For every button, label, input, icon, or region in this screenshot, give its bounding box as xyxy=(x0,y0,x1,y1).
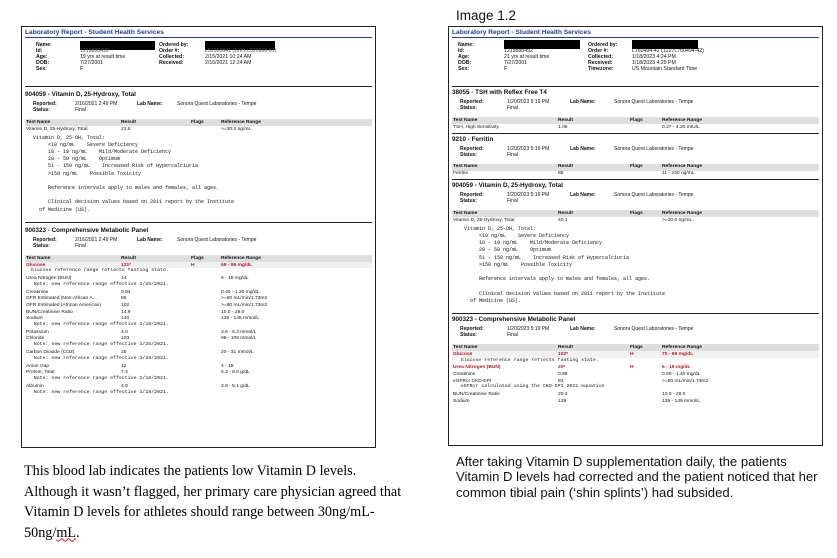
collected-label: Collected: xyxy=(588,54,614,60)
reference-range: >=60 mL/min/1.73m2 xyxy=(662,378,709,384)
col-reference-range: Reference Range xyxy=(662,117,702,123)
lab-report-2021 xyxy=(21,26,376,448)
row-note: Note: new reference range effective 1/25/2021. xyxy=(25,342,169,348)
reference-range: >=20.0 ng/mL xyxy=(221,126,252,132)
col-flags: Flags xyxy=(191,119,204,125)
table-row xyxy=(452,378,819,385)
table-row xyxy=(25,349,372,356)
reference-range: >=60 mL/min/1.73m2 xyxy=(221,296,268,302)
collected-label: Collected: xyxy=(159,54,185,60)
reported-value: 1/20/2023 5:19 PM xyxy=(507,192,550,199)
report-title: Laboratory Report - Student Health Services xyxy=(452,29,819,38)
table-row xyxy=(452,398,819,405)
table-header xyxy=(25,255,372,262)
id-label: Id: xyxy=(458,48,465,54)
result: 83 xyxy=(558,378,564,384)
col-reference-range: Reference Range xyxy=(662,210,702,216)
dob-label: DOB: xyxy=(36,60,50,66)
table-row xyxy=(25,302,372,309)
image-heading: Image 1.2 xyxy=(456,8,517,23)
status-value: Final xyxy=(507,105,518,111)
section-title: 900323 - Comprehensive Metabolic Panel xyxy=(452,316,576,324)
lab-name-label: Lab Name: xyxy=(570,99,596,105)
test-name: Sodium xyxy=(453,398,470,404)
result: 86 xyxy=(121,296,127,302)
reference-range: 6 - 19 mg/dL xyxy=(221,276,249,282)
result: 102 xyxy=(121,303,130,308)
order-label: Order #: xyxy=(588,48,609,54)
flag: H xyxy=(630,365,634,371)
reference-range: 3.6 - 5.3 mmol/L xyxy=(221,329,257,335)
result: 4.8 xyxy=(121,383,128,389)
lab-name-value: Sonora Quest Laboratories - Tempe xyxy=(614,145,694,152)
id-value: 1219888492 xyxy=(504,48,533,54)
table-row xyxy=(25,315,372,322)
table-row xyxy=(25,369,372,376)
patient-info xyxy=(452,40,819,84)
dob-value: 7/27/2001 xyxy=(504,60,528,66)
received-value: 2/16/2021 12:24 AM xyxy=(205,60,252,66)
row-note: Note: new reference range effective 1/18/2021. xyxy=(25,375,169,381)
divider xyxy=(25,86,372,87)
col-test-name: Test Name xyxy=(453,210,478,216)
test-name: GFR Estimated (Non-African A... xyxy=(26,296,97,302)
lab-name-value: Sonora Quest Laboratories - Tempe xyxy=(614,192,694,199)
lab-name-label: Lab Name: xyxy=(570,192,596,199)
reported-label: Reported: xyxy=(460,99,484,105)
status-value: Final xyxy=(507,151,518,158)
name-label: Name: xyxy=(458,42,474,48)
row-note: Note: new reference range effective 1/25/2021. xyxy=(25,282,169,288)
collected-value: 2/15/2021 10:24 AM xyxy=(205,54,252,60)
test-name: BUN/Creatinine Ratio xyxy=(26,309,73,315)
reported-value: 2/16/2021 2:49 PM xyxy=(75,236,118,243)
reference-range: >=60 mL/min/1.73m2 xyxy=(221,303,268,308)
table-row xyxy=(452,217,819,224)
reference-range: 3.8 - 5.1 g/dL xyxy=(221,383,250,389)
result: 40.1 xyxy=(558,217,568,223)
col-reference-range: Reference Range xyxy=(221,255,261,261)
ferritin-section xyxy=(452,136,819,178)
table-row xyxy=(25,275,372,282)
cmp-table-body xyxy=(452,351,819,405)
status-value: Final xyxy=(75,107,86,113)
age-value: 19 yrs at result time xyxy=(80,54,126,60)
table-header xyxy=(452,164,819,171)
age-label: Age: xyxy=(458,54,470,60)
test-name: eGFRcr CKD-EPI xyxy=(453,378,492,384)
test-name: Anion Gap xyxy=(26,363,50,369)
reported-label: Reported: xyxy=(33,236,57,243)
result: 12 xyxy=(121,363,127,369)
id-label: Id: xyxy=(36,48,43,54)
cmp-section xyxy=(452,316,819,405)
flag: H xyxy=(191,262,195,268)
timezone-label: Timezone: xyxy=(588,66,614,72)
order-label: Order #: xyxy=(159,48,180,54)
received-label: Received: xyxy=(159,60,184,66)
test-name: Creatinine xyxy=(453,372,476,377)
patient-info xyxy=(25,40,372,84)
age-label: Age: xyxy=(36,54,48,60)
test-name: Albumin xyxy=(26,383,44,389)
divider xyxy=(452,313,819,314)
row-note: Note: new reference range effective 1/19/2021. xyxy=(25,321,169,327)
result: 7.4 xyxy=(121,370,128,376)
lab-name-label: Lab Name: xyxy=(570,326,596,333)
reported-label: Reported: xyxy=(460,192,484,199)
reference-range: 65 - 99 mg/dL xyxy=(221,262,253,268)
dob-value: 7/27/2001 xyxy=(80,60,104,66)
table-header xyxy=(452,210,819,217)
status-label: Status: xyxy=(33,107,50,113)
reference-range: 6 - 19 mg/dL xyxy=(662,365,691,371)
col-result: Result xyxy=(121,255,136,261)
order-value: L52068841 (1221,L520668-61) xyxy=(205,48,277,54)
col-result: Result xyxy=(558,117,573,123)
row-note: Note: new reference range effective 1/26/2021. xyxy=(25,355,169,361)
left-caption xyxy=(24,461,404,543)
reference-range: 6.3 - 8.0 g/dL xyxy=(221,370,250,376)
right-caption: After taking Vitamin D supplementation daily, the patients Vitamin D levels had corrected and the patient noticed that her common tibial pain (‘shin splints’) had subsided. xyxy=(456,454,818,500)
status-label: Status: xyxy=(33,242,50,249)
result: 25 xyxy=(121,349,127,355)
collected-value: 1/18/2023 4:24 PM xyxy=(632,54,676,60)
table-row xyxy=(25,363,372,370)
table-row xyxy=(452,365,819,372)
col-flags: Flags xyxy=(630,117,643,123)
result: 103 xyxy=(121,336,130,342)
section-meta xyxy=(25,101,372,116)
reference-range: 135 - 145 mmol/L xyxy=(221,316,260,322)
result: 102* xyxy=(558,351,569,357)
reference-range: 11 - 230 ng/mL xyxy=(662,171,695,177)
timezone-value: US Mountain Standard Time xyxy=(632,66,698,72)
result: 0.94 xyxy=(121,289,131,295)
result: 139 xyxy=(558,398,567,404)
reported-value: 2/16/2021 2:49 PM xyxy=(75,101,118,107)
test-name: Glucose xyxy=(453,351,473,357)
result: 88 xyxy=(558,171,564,177)
col-reference-range: Reference Range xyxy=(662,164,702,170)
test-name: Protein, Total xyxy=(26,370,55,376)
section-title: 900323 - Comprehensive Metabolic Panel xyxy=(25,226,149,234)
table-row xyxy=(25,126,372,133)
col-result: Result xyxy=(558,164,573,170)
test-name: Carbon Dioxide (CO2) xyxy=(26,349,75,355)
cmp-table-body xyxy=(25,262,372,397)
section-meta xyxy=(452,146,819,161)
reported-label: Reported: xyxy=(33,101,57,107)
table-row xyxy=(25,296,372,303)
test-name: Glucose xyxy=(26,262,46,268)
reference-range: 0.27 - 4.20 mIU/L xyxy=(662,124,700,130)
ordered-by-label: Ordered by: xyxy=(588,42,618,48)
name-label: Name: xyxy=(36,42,52,48)
col-test-name: Test Name xyxy=(26,119,51,125)
divider xyxy=(25,222,372,223)
col-test-name: Test Name xyxy=(453,117,478,123)
section-title: 904059 - Vitamin D, 25-Hydroxy, Total xyxy=(25,91,136,98)
col-flags: Flags xyxy=(630,210,643,216)
col-flags: Flags xyxy=(630,344,643,350)
result: 20.2 xyxy=(558,392,568,398)
lab-name-value: Sonora Quest Laboratories - Tempe xyxy=(177,101,257,107)
sex-value: F xyxy=(80,66,84,72)
test-name: TSH, High Sensitivity xyxy=(453,124,499,130)
lab-name-label: Lab Name: xyxy=(137,236,163,243)
age-value: 21 yrs at result time xyxy=(504,54,550,60)
col-test-name: Test Name xyxy=(26,255,51,261)
sex-label: Sex: xyxy=(36,66,47,72)
reference-range: 20 - 31 mmol/L xyxy=(221,349,254,355)
test-name: Urea Nitrogen (BUN) xyxy=(453,365,501,371)
dob-label: DOB: xyxy=(458,60,472,66)
result: 1.06 xyxy=(558,124,568,130)
reported-label: Reported: xyxy=(460,326,484,333)
vitamin-d-section xyxy=(452,182,819,305)
divider xyxy=(452,179,819,180)
reported-value: 1/20/2023 5:19 PM xyxy=(507,145,550,152)
caption-end: . xyxy=(76,524,80,541)
test-name: Chloride xyxy=(26,336,45,342)
lab-name-label: Lab Name: xyxy=(570,145,596,152)
row-note: eGFRcr calculated using the CKD-EPI 2021 equation xyxy=(452,384,605,390)
status-value: Final xyxy=(507,198,518,205)
vitamin-d-comment: Vitamin D, 25-OH, Total: <10 ng/mL Severe Deficiency 10 - 19 ng/mL Mild/Moderate Deficiency 20 - 50 ng/mL Optimum 51 - 150 ng/mL Increased Risk of Hypercalciuria >150 ng/mL Possible Toxicity Reference intervals apply to males and females, all ages. Clinical decision values based on 2011 report by the Institute of Medicine (US). xyxy=(33,134,235,213)
table-header xyxy=(452,117,819,124)
received-label: Received: xyxy=(588,60,613,66)
col-test-name: Test Name xyxy=(453,344,478,350)
col-result: Result xyxy=(121,119,136,125)
section-meta xyxy=(25,237,372,252)
table-row xyxy=(25,309,372,316)
test-name: BUN/Creatinine Ratio xyxy=(453,392,500,398)
result: 140 xyxy=(121,316,130,322)
received-value: 1/18/2023 4:29 PM xyxy=(632,60,676,66)
reference-range: 70 - 99 mg/dL xyxy=(662,351,694,357)
status-label: Status: xyxy=(460,105,477,111)
cmp-section xyxy=(25,227,372,397)
table-row xyxy=(25,329,372,336)
reference-range: >=20.0 ng/mL xyxy=(662,217,693,223)
status-label: Status: xyxy=(460,151,477,158)
section-meta xyxy=(452,99,819,114)
reported-value: 1/20/2023 5:19 PM xyxy=(507,99,550,105)
reference-range: 10.0 - 28.0 xyxy=(662,392,686,398)
result: 14 xyxy=(121,276,127,282)
table-row xyxy=(25,262,372,269)
table-header xyxy=(25,119,372,126)
table-row xyxy=(452,124,819,131)
col-result: Result xyxy=(558,344,573,350)
table-row xyxy=(452,171,819,178)
reference-range: 135 - 145 mmol/L xyxy=(662,398,701,404)
result: 21.5 xyxy=(121,126,131,132)
vitamin-d-section xyxy=(25,91,372,214)
reference-range: 4 - 18 xyxy=(221,363,234,369)
col-test-name: Test Name xyxy=(453,164,478,170)
table-row xyxy=(25,383,372,390)
test-name: Creatinine xyxy=(26,289,49,295)
id-value: 1219888492 xyxy=(80,48,109,54)
lab-report-2023 xyxy=(448,26,823,446)
reference-range: 10.0 - 28.0 xyxy=(221,309,245,315)
reported-label: Reported: xyxy=(460,145,484,152)
lab-name-value: Sonora Quest Laboratories - Tempe xyxy=(177,236,257,243)
vitamin-d-comment: Vitamin D, 25-OH, Total: <10 ng/mL Severe Deficiency 10 - 19 ng/mL Mild/Moderate Deficiency 20 - 50 ng/mL Optimum 51 - 150 ng/mL Increased Risk of Hypercalciuria >150 ng/mL Possible Toxicity Reference intervals apply to males and females, all ages. Clinical decision values based on 2011 report by the Institute of Medicine (US). xyxy=(464,225,666,304)
table-row xyxy=(452,351,819,358)
col-flags: Flags xyxy=(191,255,204,261)
section-meta xyxy=(452,192,819,207)
result: 14.9 xyxy=(121,309,131,315)
section-meta xyxy=(452,326,819,341)
col-flags: Flags xyxy=(630,164,643,170)
test-name: Sodium xyxy=(26,316,43,322)
flag: H xyxy=(630,351,634,357)
reference-range: 0.40 - 1.20 mg/dL xyxy=(221,289,260,295)
col-result: Result xyxy=(558,210,573,216)
test-name: GFR Estimated (African American) xyxy=(26,303,102,308)
sex-label: Sex: xyxy=(458,66,469,72)
divider xyxy=(452,86,819,87)
col-reference-range: Reference Range xyxy=(221,119,261,125)
status-value: Final xyxy=(507,332,518,339)
col-reference-range: Reference Range xyxy=(662,344,702,350)
status-label: Status: xyxy=(460,198,477,205)
test-name: Vitamin D, 25-Hydroxy, Total xyxy=(453,217,515,223)
table-row xyxy=(25,289,372,296)
reported-value: 1/20/2023 5:19 PM xyxy=(507,326,550,333)
report-title: Laboratory Report - Student Health Services xyxy=(25,29,372,38)
result: 20* xyxy=(558,365,566,371)
tsh-section xyxy=(452,89,819,131)
table-row xyxy=(25,336,372,343)
sex-value: F xyxy=(504,66,508,72)
section-title: 904059 - Vitamin D, 25-Hydroxy, Total xyxy=(452,182,563,190)
result: 121* xyxy=(121,262,132,268)
lab-name-value: Sonora Quest Laboratories - Tempe xyxy=(614,99,694,105)
reference-range: 98 - 108 mmol/L xyxy=(221,336,257,342)
caption-text: This blood lab indicates the patients low Vitamin D levels. Although it wasn’t flagged, her primary care physician agreed that Vitamin D levels for athletes should range between 30ng/mL-50ng/ xyxy=(24,463,402,541)
order-value: L760494-42 (1227L760494-42) xyxy=(632,48,704,54)
lab-name-value: Sonora Quest Laboratories - Tempe xyxy=(614,326,694,333)
section-title: 9210 - Ferritin xyxy=(452,135,494,143)
row-note: Glucose reference range reflects fasting state. xyxy=(25,268,169,274)
table-row xyxy=(452,391,819,398)
spellcheck-flagged-word: mL xyxy=(56,524,77,541)
reference-range: 0.60 - 1.40 mg/dL xyxy=(662,372,701,377)
section-title: 38055 - TSH with Reflex Free T4 xyxy=(452,89,547,96)
lab-name-label: Lab Name: xyxy=(137,101,163,107)
test-name: Potassium xyxy=(26,329,49,335)
divider xyxy=(452,133,819,134)
ordered-by-label: Ordered by: xyxy=(159,42,189,48)
result: 0.99 xyxy=(558,372,568,377)
row-note: Glucose reference range reflects fasting state. xyxy=(452,357,599,363)
status-value: Final xyxy=(75,242,86,249)
test-name: Urea Nitrogen (BUN) xyxy=(26,276,72,282)
status-label: Status: xyxy=(460,332,477,339)
table-row xyxy=(452,371,819,378)
result: 4.0 xyxy=(121,329,128,335)
test-name: Vitamin D, 25-Hydroxy, Total xyxy=(26,126,88,132)
table-header xyxy=(452,344,819,351)
row-note: Note: new reference range effective 1/19/2021. xyxy=(25,389,169,395)
test-name: Ferritin xyxy=(453,171,469,177)
